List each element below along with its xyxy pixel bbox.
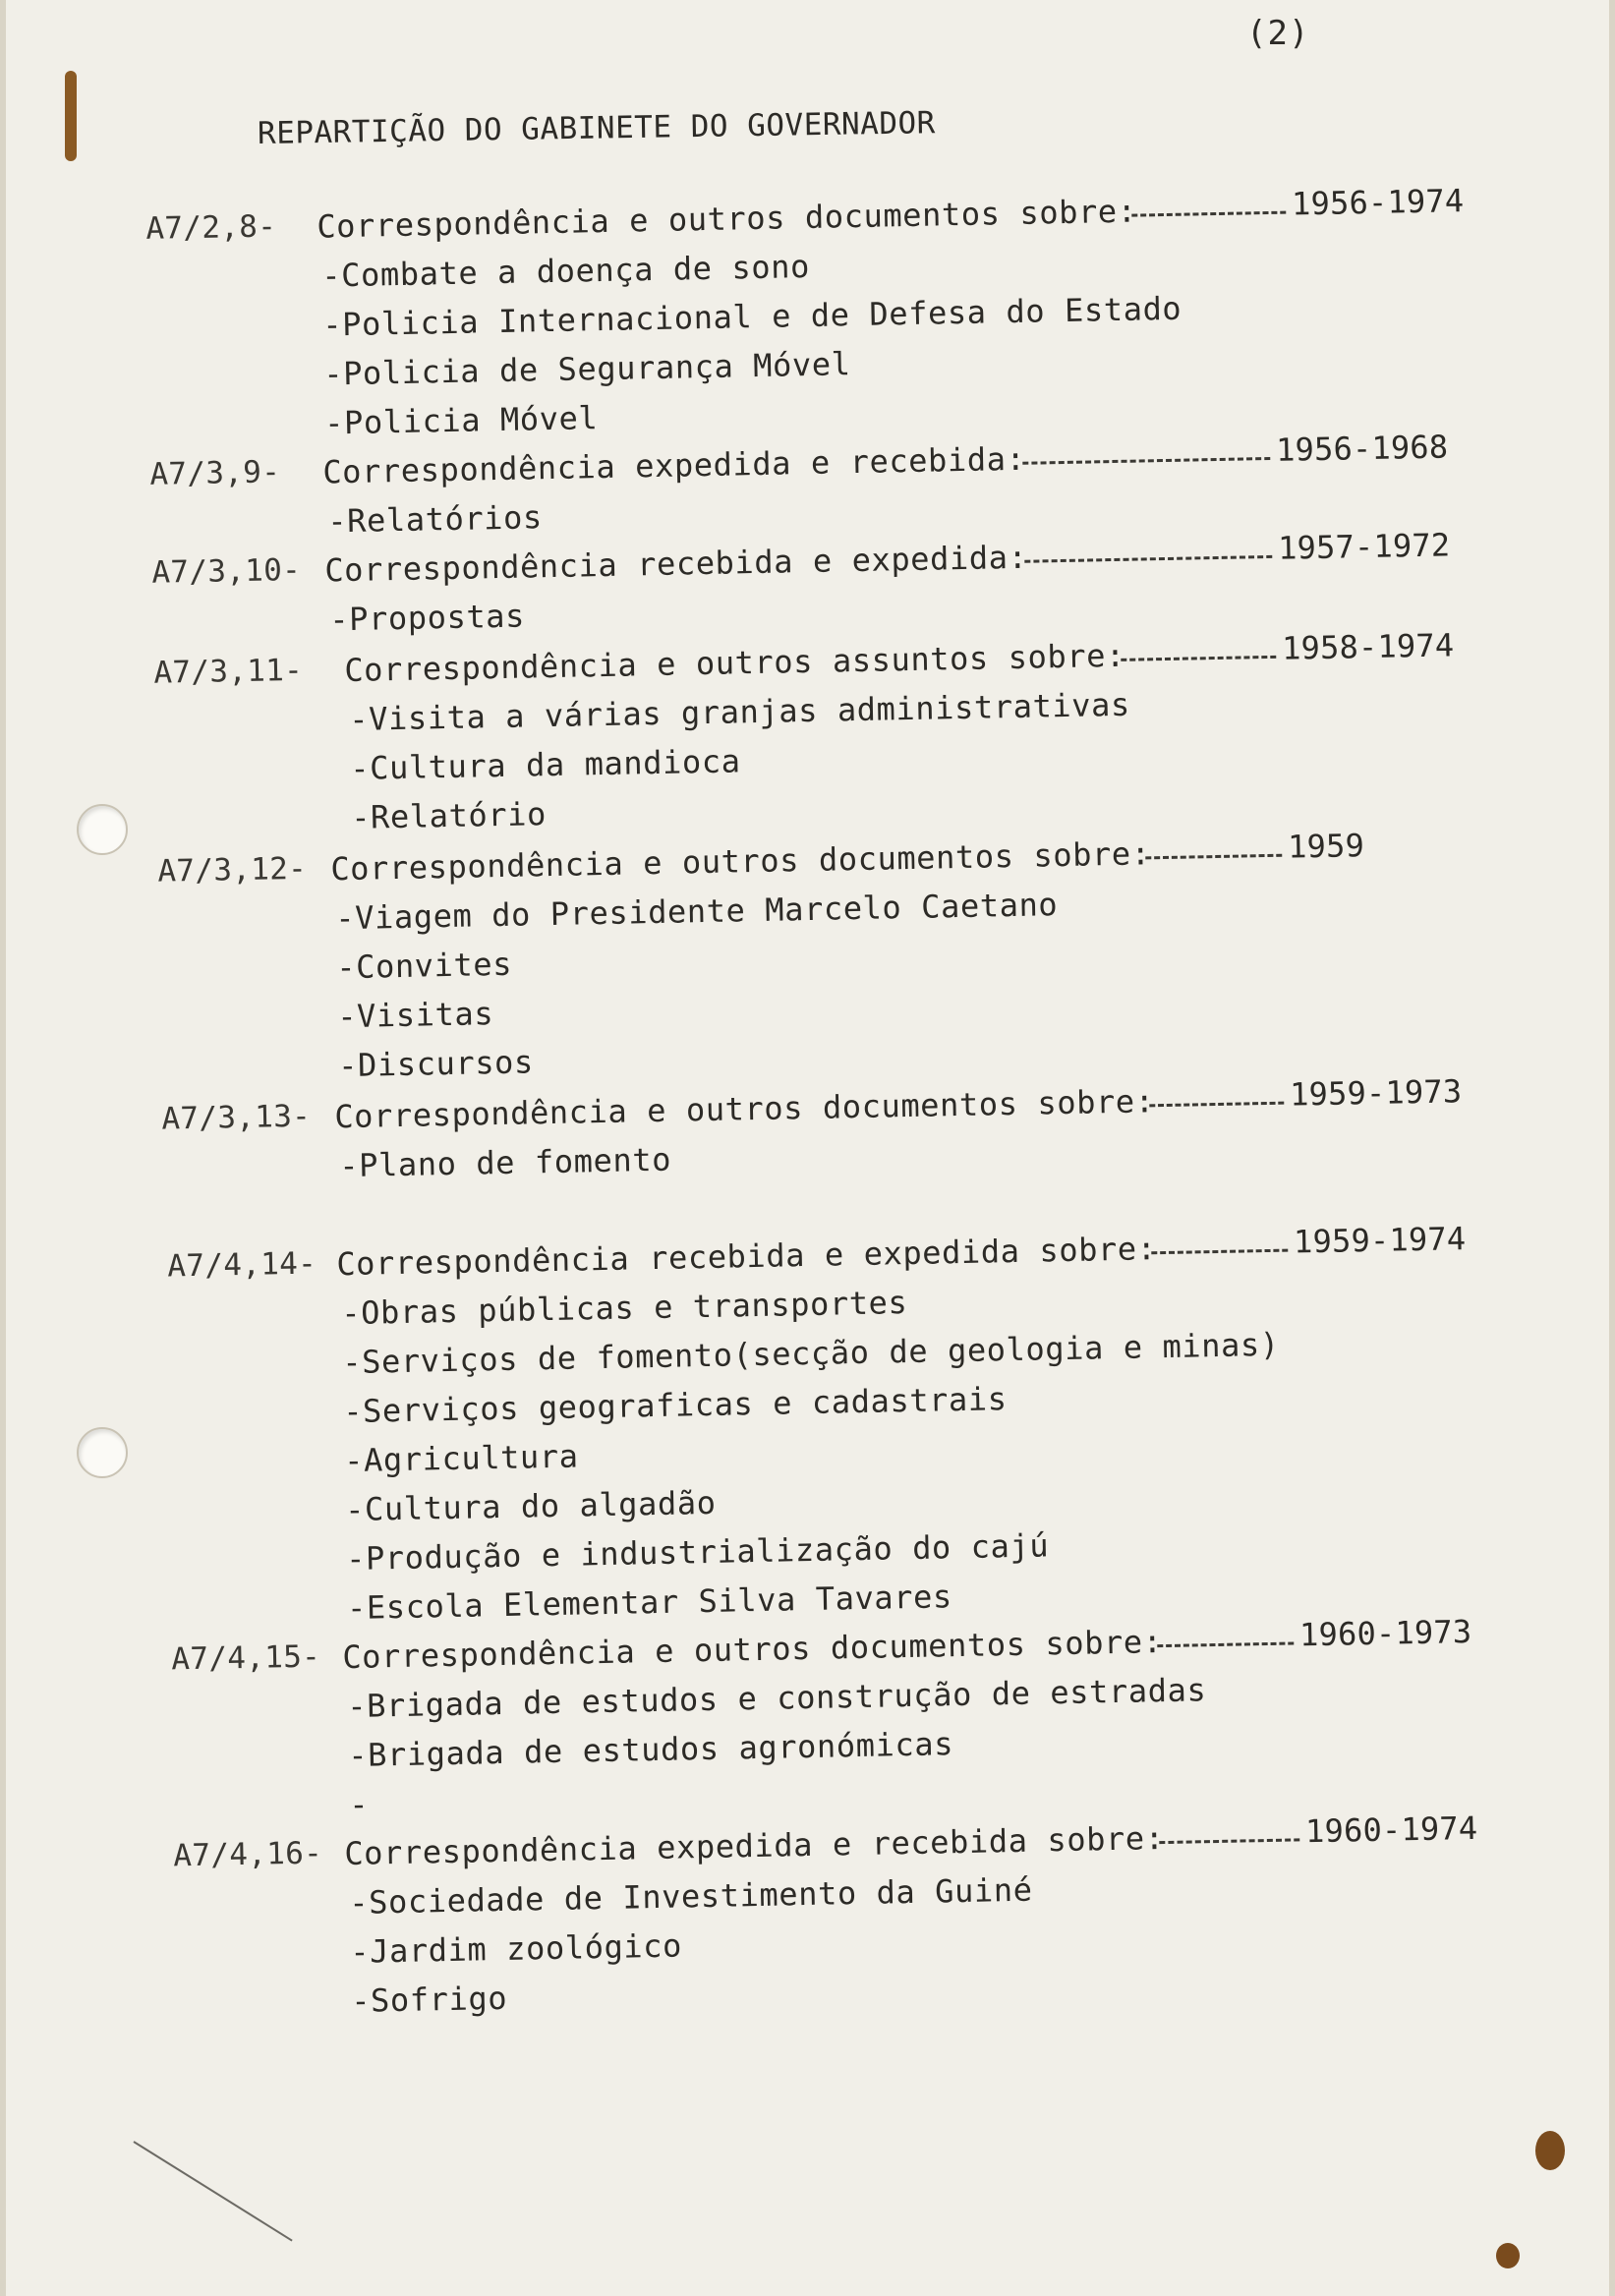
archive-entry xyxy=(0,826,1615,1085)
entry-date-range: 1956-1968 xyxy=(1275,428,1449,469)
entry-subject: -Serviços geograficas e cadastrais xyxy=(342,1380,1008,1431)
entry-date-range: 1959 xyxy=(1287,827,1365,866)
leader-dashes xyxy=(1159,1838,1299,1847)
entry-subject: -Relatório xyxy=(350,795,548,836)
entry-description: Correspondência e outros documentos sobre: xyxy=(316,192,1137,246)
leader-dashes xyxy=(1022,457,1270,468)
archive-entry xyxy=(0,1220,1615,1628)
entry-description: Correspondência recebida e expedida: xyxy=(323,538,1028,590)
entry-date-range: 1957-1972 xyxy=(1277,526,1451,567)
entry-subject: -Policia Móvel xyxy=(323,399,599,442)
entry-subject: -Viagem do Presidente Marcelo Caetano xyxy=(334,886,1059,938)
entry-description: Correspondência expedida e recebida: xyxy=(321,439,1026,491)
entry-subject: -Jardim zoológico xyxy=(349,1926,683,1971)
leader-dashes xyxy=(1145,854,1282,863)
entry-description: Correspondência expedida e recebida sobre: xyxy=(343,1819,1165,1873)
archive-entry xyxy=(0,1613,1615,1823)
entry-subject: -Combate a doença de sono xyxy=(320,247,811,295)
entry-subject: -Escola Elementar Silva Tavares xyxy=(346,1578,953,1628)
entry-reference-code: A7/3,11- xyxy=(153,652,304,691)
entry-description: Correspondência e outros documentos sobre: xyxy=(341,1623,1163,1677)
entry-date-range: 1956-1974 xyxy=(1291,182,1465,223)
leader-dashes xyxy=(1024,555,1272,566)
leader-dashes xyxy=(1151,1249,1288,1258)
entry-subject: -Convites xyxy=(335,945,513,987)
entry-date-range: 1959-1973 xyxy=(1289,1072,1463,1114)
archive-entry xyxy=(0,1808,1615,2020)
entry-subject: -Plano de fomento xyxy=(338,1140,672,1185)
entry-subject: -Visita a várias granjas administrativas xyxy=(348,685,1131,738)
entry-date-range: 1958-1974 xyxy=(1281,626,1455,667)
entry-description: Correspondência e outros documentos sobre: xyxy=(333,1082,1155,1136)
entry-subject: - xyxy=(348,1785,370,1823)
entry-description: Correspondência recebida e expedida sobre: xyxy=(335,1230,1157,1284)
entry-reference-code: A7/4,14- xyxy=(167,1245,317,1285)
entry-reference-code: A7/3,9- xyxy=(149,454,281,492)
entry-reference-code: A7/3,13- xyxy=(161,1098,312,1137)
entry-date-range: 1960-1974 xyxy=(1304,1808,1478,1851)
entry-reference-code: A7/3,10- xyxy=(151,551,302,591)
leader-dashes xyxy=(1121,656,1276,664)
leader-dashes xyxy=(1157,1641,1294,1650)
entry-reference-code: A7/2,8- xyxy=(145,208,277,247)
entry-description: Correspondência e outros assuntos sobre: xyxy=(343,636,1126,690)
archive-entry xyxy=(0,182,1615,442)
page-number: (2) xyxy=(1246,14,1310,53)
entry-subject: -Cultura do algadão xyxy=(344,1483,717,1529)
entry-subject: -Propostas xyxy=(328,597,526,639)
entry-subject: -Brigada de estudos e construção de estradas xyxy=(346,1671,1207,1725)
entry-subject: -Visitas xyxy=(336,995,494,1036)
entry-subject: -Obras públicas e transportes xyxy=(340,1284,908,1333)
entry-date-range: 1960-1973 xyxy=(1298,1613,1472,1654)
entry-subject: -Serviços de fomento(secção de geologia e minas) xyxy=(341,1325,1281,1382)
leader-dashes xyxy=(1149,1102,1284,1111)
entry-subject: -Discursos xyxy=(337,1043,535,1085)
entry-subject: -Produção e industrialização do cajú xyxy=(345,1526,1050,1578)
archive-entry xyxy=(0,626,1615,836)
entry-subject: -Cultura da mandioca xyxy=(349,742,741,787)
entry-reference-code: A7/4,15- xyxy=(171,1638,321,1678)
entry-reference-code: A7/3,12- xyxy=(157,850,308,890)
entry-subject: -Agricultura xyxy=(343,1437,579,1480)
entry-subject: -Policia Internacional e de Defesa do Estado xyxy=(321,289,1182,344)
entry-description: Correspondência e outros documentos sobre: xyxy=(329,834,1151,889)
entry-subject: -Brigada de estudos agronómicas xyxy=(347,1725,954,1774)
entry-subject: -Policia de Segurança Móvel xyxy=(322,345,851,393)
document-heading: REPARTIÇÃO DO GABINETE DO GOVERNADOR xyxy=(257,105,937,151)
entry-subject: -Sofrigo xyxy=(350,1979,508,2020)
archive-entry xyxy=(0,526,1615,639)
archive-entry xyxy=(0,428,1615,541)
entry-reference-code: A7/4,16- xyxy=(173,1835,323,1874)
archive-entry xyxy=(0,1072,1615,1185)
entry-subject: -Sociedade de Investimento da Guiné xyxy=(348,1870,1033,1922)
entry-date-range: 1959-1974 xyxy=(1293,1220,1467,1261)
entry-subject: -Relatórios xyxy=(326,498,544,541)
leader-dashes xyxy=(1131,211,1286,220)
